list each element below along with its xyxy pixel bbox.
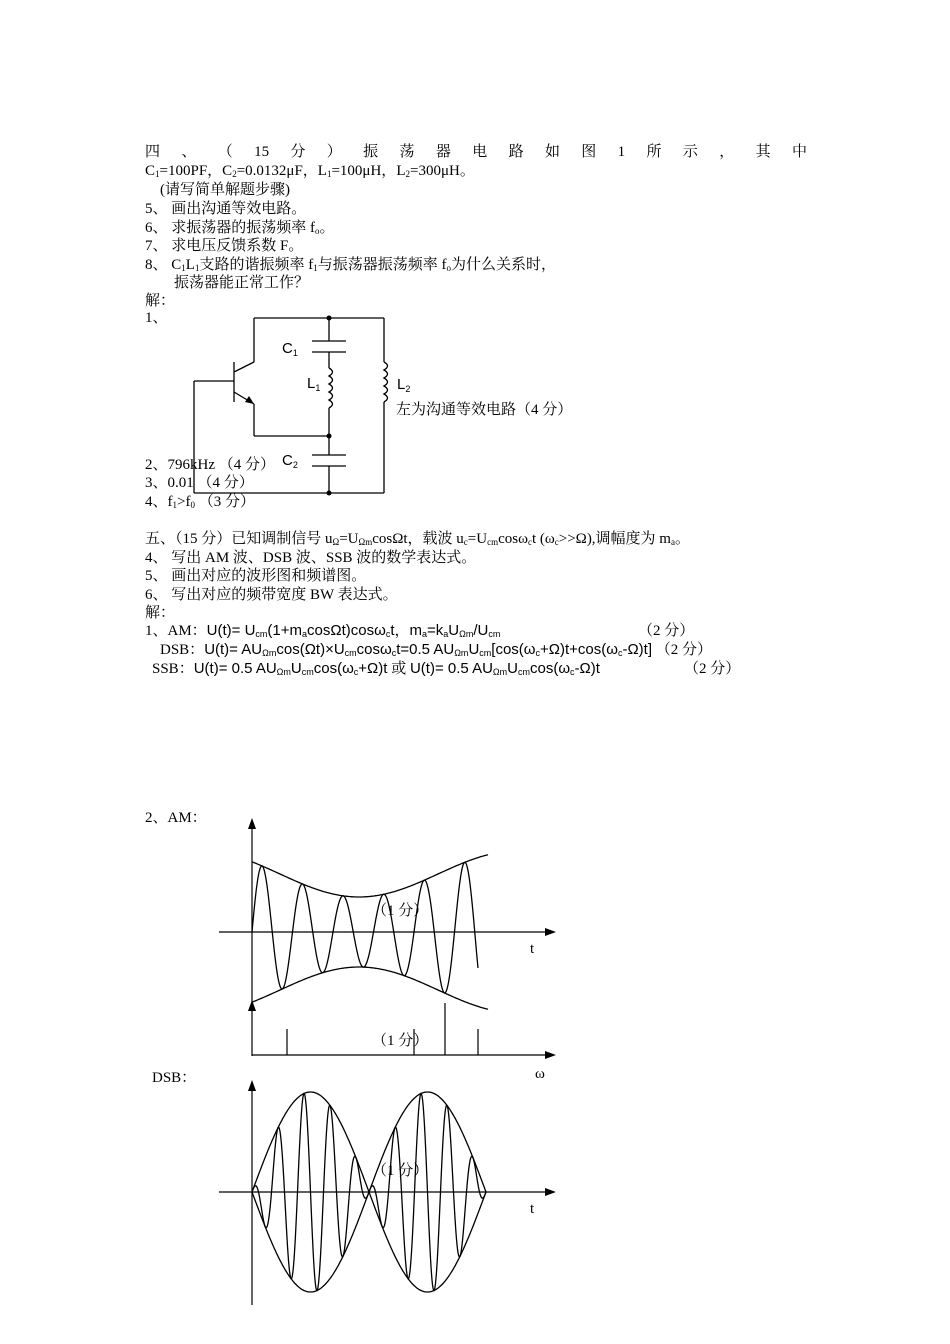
q5-am-score: （2 分） (638, 623, 695, 639)
q4-heading-char: ， (719, 144, 735, 160)
q4-sol-2: 2、796kHz （4 分） (145, 457, 275, 473)
q4-params: $C_1=100PF$，$C_2=0.0132\mu F$，$L_1=100\mu H$，$L_2=300\mu H$。 (145, 163, 475, 179)
q4-heading-char: （ (217, 144, 233, 160)
q4-heading-char: 示 (682, 144, 698, 160)
dsb-envelope-bottom (252, 1092, 486, 1292)
q4-heading-char: 电 (472, 144, 488, 160)
q4-sol-4: 4、$f_1>f_0$ （3 分） (145, 494, 255, 510)
q5-item-4: 4、 写出 AM 波、DSB 波、SSB 波的数学表达式。 (145, 550, 477, 566)
q5-dsb-label: DSB： (152, 1070, 197, 1086)
q5-ssb-score: （2 分） (684, 661, 741, 677)
am-spectrum-axis-label: ω (535, 1066, 545, 1082)
q4-item-8-cont: 振荡器能正常工作？ (174, 275, 310, 291)
q4-item-6: 6、 求振荡器的振荡频率 $f_o$。 (145, 220, 335, 236)
am-wave-score: （1 分） (372, 903, 429, 919)
q4-solution-label: 解： (145, 293, 176, 309)
am-modulated-wave (252, 862, 478, 993)
am-envelope-bottom (252, 967, 488, 1009)
q4-heading-char: ） (326, 144, 342, 160)
q5-dsb-expression: DSB：$U(t)= AU_{\Omega m}\cos(\Omega t)\times U_{cm}\cos\omega_ct=0.5$ $AU_{\Omega m}U_{cm}[\cos(\omega_c+\Omega)t+\cos(\omega_c-\Omega)t]$ （2 分） (160, 641, 713, 658)
q4-heading (145, 143, 807, 161)
l2-label: $L_2$ (397, 376, 411, 394)
q4-sol-3: 3、0.01 （4 分） (145, 475, 254, 491)
q4-heading-char: 图 (581, 144, 597, 160)
q5-item-6: 6、 写出对应的频带宽度 BW 表达式。 (145, 587, 398, 603)
c2-label: $C_2$ (282, 452, 298, 470)
q4-heading-char: 15 (254, 144, 270, 160)
q5-ssb-expression: SSB：U(t)= 0.5 $AU_{\Omega m}U_{cm}\cos(\omega_c+\Omega)t$ 或 U(t)= 0.5 $AU_{\Omega m}U_{cm}\cos(\omega_c-\Omega)t$ (152, 660, 600, 677)
c1-label: $C_1$ (282, 340, 298, 358)
q5-solution-label: 解： (145, 605, 176, 621)
q4-heading-char: 所 (646, 144, 662, 160)
q4-heading-char: 分 (290, 144, 306, 160)
dsb-envelope-top (252, 1092, 486, 1292)
q4-heading-char: 1 (617, 144, 626, 160)
l1-label: $L_1$ (307, 375, 321, 393)
q4-sol-1: 1、 (145, 310, 168, 326)
q4-item-5: 5、 画出沟通等效电路。 (145, 201, 307, 217)
q4-heading-char: 四 (145, 144, 161, 160)
q4-note: (请写简单解题步骤) (160, 182, 290, 198)
am-spectrum-score: （1 分） (372, 1033, 429, 1049)
q5-heading: 五、（15 分）已知调制信号 $u_\Omega=U_{\Omega m}\cos\Omega t$，载波 $u_c=U_{cm}\cos\omega_ct$ $(\omega_c>>\Omega)$,调幅度为 $m_a$。 (145, 531, 690, 547)
q4-heading-char: 其 (755, 144, 771, 160)
circuit-caption: 左为沟通等效电路（4 分） (396, 402, 573, 418)
q4-heading-char: 如 (544, 144, 560, 160)
q5-item-5: 5、 画出对应的波形图和频谱图。 (145, 568, 367, 584)
am-wave-axis-label: t (530, 941, 535, 957)
q4-heading-char: 振 (363, 144, 379, 160)
q4-item-7: 7、 求电压反馈系数 F。 (145, 238, 304, 254)
q5-am-expression: 1、AM：$U(t)= U_{cm}(1+m_a\cos\Omega t)\cos\omega_ct$，$m_a=k_aU_{\Omega m}/U_{cm}$ (145, 622, 501, 639)
dsb-modulated-wave (252, 1094, 486, 1291)
q4-heading-char: 荡 (399, 144, 415, 160)
q4-heading-char: 器 (435, 144, 451, 160)
q5-sol-2-label: 2、AM： (145, 810, 207, 826)
am-envelope-top (252, 855, 488, 897)
q4-heading-char: 、 (181, 144, 197, 160)
q4-heading-char: 中 (791, 144, 807, 160)
dsb-wave-score: （1 分） (372, 1163, 429, 1179)
dsb-wave-axis-label: t (530, 1201, 535, 1217)
q4-item-8: 8、 $C_1L_1$支路的谐振频率 $f_1$与振荡器振荡频率 $f_o$为什么关系时， (145, 257, 556, 273)
q4-heading-char: 路 (508, 144, 524, 160)
